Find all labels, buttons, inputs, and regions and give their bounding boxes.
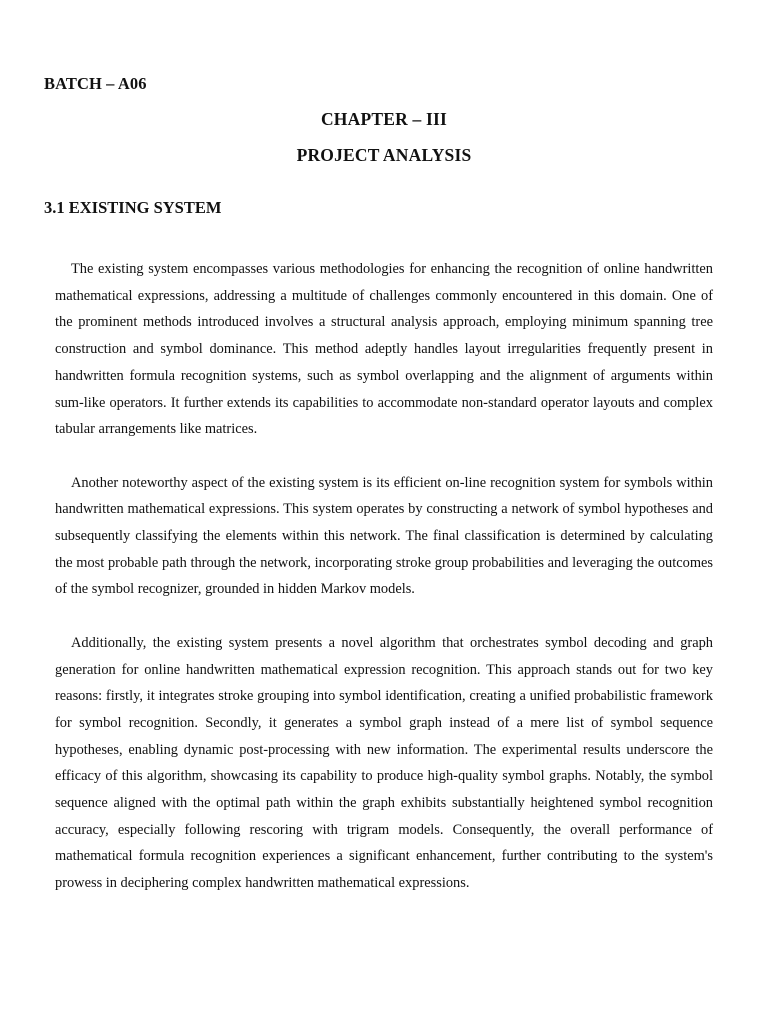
chapter-title: PROJECT ANALYSIS (296, 145, 472, 165)
batch-label: BATCH – A06 (44, 74, 147, 93)
paragraph-3: Additionally, the existing system presents a novel algorithm that orchestrates symbol decoding and graph generation for online handwritten mathematical expression recognition. This approach stands out for two key reasons: firstly, it integrates stroke grouping into symbol identification, creating a unified probabilistic framework for symbol recognition. Secondly, it generates a symbol graph instead of a mere list of symbol sequence hypotheses, enabling dynamic post-processing with new information. The experimental results underscore the efficacy of this algorithm, showcasing its capability to produce high-quality symbol graphs. Notably, the symbol sequence aligned with the optimal path within the graph exhibits substantially heightened symbol recognition accuracy, especially following rescoring with trigram models. Consequently, the overall performance of mathematical formula recognition experiences a significant enhancement, further contributing to the system's prowess in deciphering complex handwritten mathematical expressions. (55, 634, 713, 892)
paragraph-2: Another noteworthy aspect of the existing system is its efficient on-line recognition system for symbols within handwritten mathematical expressions. This system operates by constructing a network of symbol hypotheses and subsequently classifying the elements within this network. The final classification is determined by calculating the most probable path through the network, incorporating stroke group probabilities and leveraging the outcomes of the symbol recognizer, grounded in hidden Markov models. (55, 474, 713, 598)
section-heading: 3.1 EXISTING SYSTEM (44, 198, 222, 217)
paragraph-1: The existing system encompasses various methodologies for enhancing the recognition of online handwritten mathematical expressions, addressing a multitude of challenges commonly encountered in this domain. One of the prominent methods introduced involves a structural analysis approach, employing minimum spanning tree construction and symbol dominance. This method adeptly handles layout irregularities frequently present in handwritten formula recognition systems, such as symbol overlapping and the alignment of arguments within sum-like operators. It further extends its capabilities to accommodate non-standard operator layouts and complex tabular arrangements like matrices. (55, 261, 713, 438)
chapter-number: CHAPTER – III (320, 109, 448, 129)
body-text (55, 256, 713, 924)
